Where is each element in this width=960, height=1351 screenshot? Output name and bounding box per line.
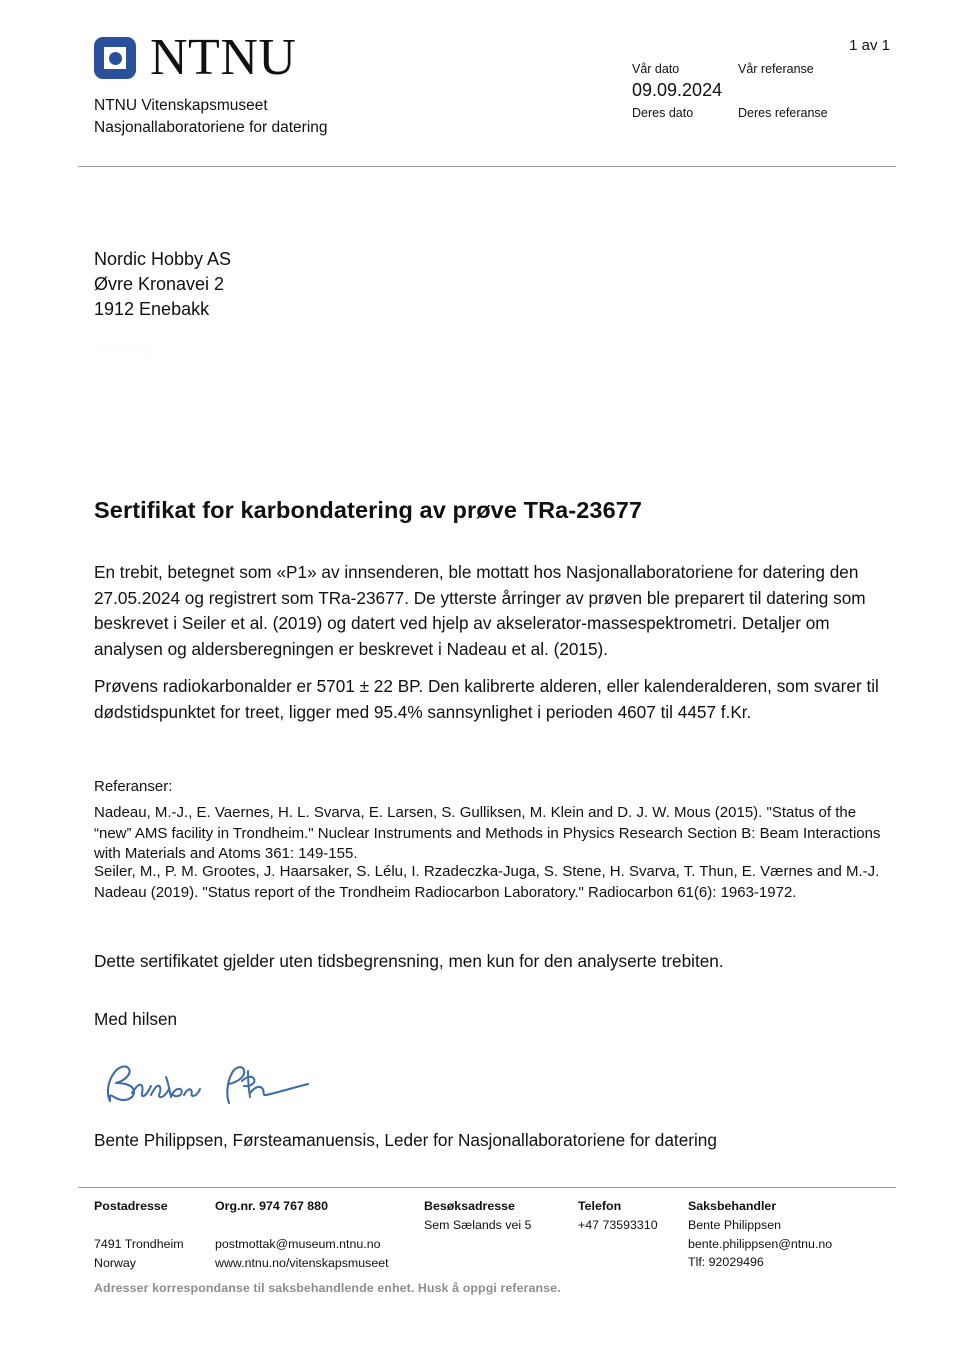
footer-spacer: [215, 1216, 415, 1235]
footer-caseworker-phone: Tlf: 92029496: [688, 1255, 764, 1269]
footer-postal-heading: Postadresse: [94, 1199, 168, 1213]
footer-postal-line-2: Norway: [94, 1255, 136, 1270]
closing-statement: Dette sertifikatet gjelder uten tidsbegrensning, men kun for den analyserte trebiten.: [94, 951, 724, 971]
footer-website-link[interactable]: www.ntnu.no/vitenskapsmuseet: [215, 1255, 389, 1270]
logo-inner-circle-shape: [109, 52, 122, 65]
footer-visit-column: [424, 1197, 574, 1235]
page-count-indicator: 1 av 1: [849, 37, 890, 54]
document-footer: [94, 1197, 894, 1269]
handwritten-signature-image: [96, 1055, 326, 1117]
header-divider: [78, 166, 896, 167]
ntnu-square-logo-icon: [94, 37, 136, 79]
ntnu-wordmark: NTNU: [150, 29, 297, 86]
reference-metadata-grid: [632, 60, 892, 122]
signatory-name-and-title: Bente Philippsen, Førsteamanuensis, Leder for Nasjonallaboratoriene for datering: [94, 1130, 717, 1150]
organization-department: Nasjonallaboratoriene for datering: [94, 119, 328, 136]
our-date-value: 09.09.2024: [632, 80, 723, 100]
redacted-address-line: [redacted]: [94, 342, 152, 356]
regards-text: Med hilsen: [94, 1009, 178, 1029]
footer-phone-column: [578, 1197, 688, 1235]
organization-name: NTNU Vitenskapsmuseet: [94, 97, 268, 114]
body-paragraph-2: Prøvens radiokarbonalder er 5701 ± 22 BP. Den kalibrerte alderen, eller kalenderalderen, som svarer til dødstidspunktet for treet, ligger med 95.4% sannsynlighet i perioden 4607 til 4457 f.Kr.: [94, 676, 879, 722]
footer-phone-heading: Telefon: [578, 1199, 622, 1213]
reference-entry-1: Nadeau, M.-J., E. Vaernes, H. L. Svarva, E. Larsen, S. Gulliksen, M. Klein and D. J. W. Mous (2015). "Status of the “new” AMS facility in Trondheim." Nuclear Instruments and Methods in Physics Research Section B: Beam Interactions with Materials and Atoms 361: 149-155.: [94, 804, 881, 862]
footer-email-link[interactable]: postmottak@museum.ntnu.no: [215, 1237, 381, 1251]
footer-caseworker-column: [688, 1197, 898, 1272]
document-header: [0, 0, 960, 170]
ntnu-logo: [94, 29, 297, 86]
footer-postal-line-1: 7491 Trondheim: [94, 1237, 184, 1251]
references-heading: Referanser:: [94, 778, 173, 795]
reference-entry-2: Seiler, M., P. M. Grootes, J. Haarsaker, S. Lélu, I. Rzadeczka-Juga, S. Stene, H. Svarva, T. Thun, E. Værnes and M.-J. Nadeau (2019). "Status report of the Trondheim Radiocarbon Laboratory." Radiocarbon 61(6): 1963-1972.: [94, 863, 880, 901]
footer-correspondence-note: Adresser korrespondanse til saksbehandlende enhet. Husk å oppgi referanse.: [94, 1281, 561, 1295]
footer-visit-line-1: Sem Sælands vei 5: [424, 1218, 532, 1232]
footer-org-heading: Org.nr. 974 767 880: [215, 1199, 328, 1213]
our-date-label: Vår dato: [632, 62, 680, 76]
footer-divider: [78, 1187, 896, 1188]
our-reference-label: Vår referanse: [738, 62, 814, 76]
footer-caseworker-heading: Saksbehandler: [688, 1199, 777, 1213]
recipient-street: Øvre Kronavei 2: [94, 274, 225, 294]
organization-lines: [94, 95, 328, 139]
footer-caseworker-name: Bente Philippsen: [688, 1218, 781, 1232]
recipient-company: Nordic Hobby AS: [94, 249, 232, 269]
footer-org-column: [215, 1197, 415, 1272]
page-title: Sertifikat for karbondatering av prøve TRa-23677: [94, 497, 643, 523]
your-date-label: Deres dato: [632, 106, 694, 120]
footer-caseworker-email[interactable]: bente.philippsen@ntnu.no: [688, 1236, 833, 1251]
footer-spacer: [94, 1216, 214, 1235]
logo-inner-square-shape: [104, 47, 126, 69]
recipient-postal-city: 1912 Enebakk: [94, 299, 210, 319]
footer-visit-heading: Besøksadresse: [424, 1199, 515, 1213]
your-reference-label: Deres referanse: [738, 106, 828, 120]
body-paragraph-1: En trebit, betegnet som «P1» av innsenderen, ble mottatt hos Nasjonallaboratoriene for datering den 27.05.2024 og registrert som TRa-23677. De ytterste årringer av prøven ble preparert til datering som beskrevet i Seiler et al. (2019) og datert ved hjelp av akselerator-massespektrometri. Detaljer om analysen og aldersberegningen er beskrevet i Nadeau et al. (2015).: [94, 562, 866, 659]
footer-postal-column: [94, 1197, 214, 1272]
footer-phone-number: +47 73593310: [578, 1218, 658, 1232]
recipient-address-block: [94, 247, 231, 322]
